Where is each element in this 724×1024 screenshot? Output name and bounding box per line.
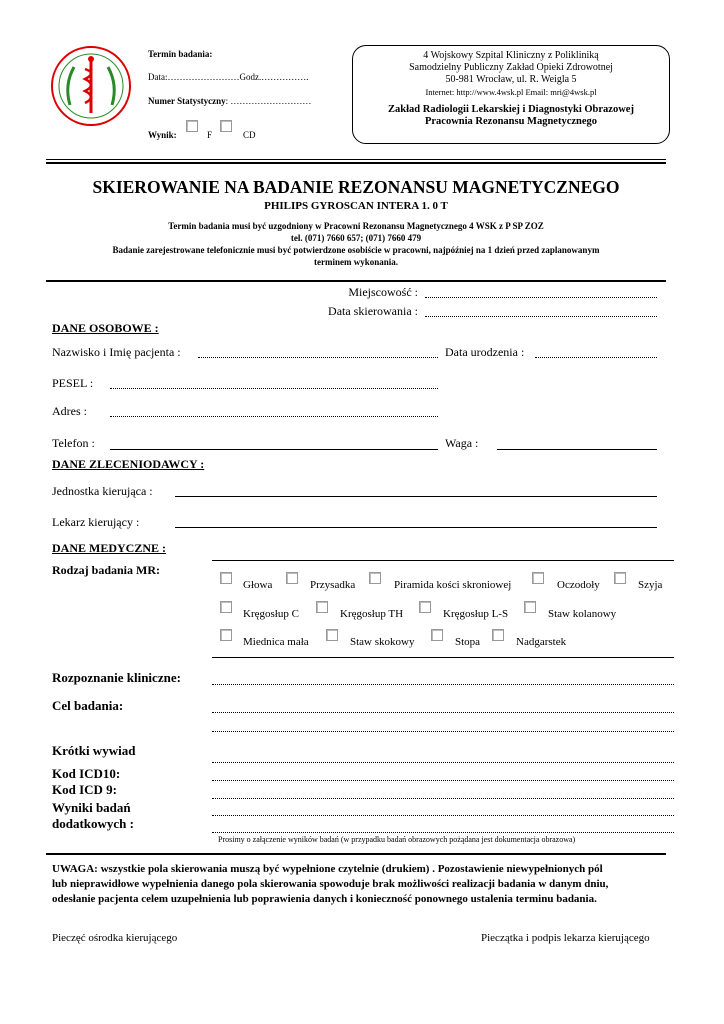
option-glowa-label: Głowa (243, 579, 273, 591)
hospital-line2: Samodzielny Publiczny Zakład Opieki Zdrowotnej (409, 62, 613, 73)
option-stopa-label: Stopa (455, 636, 481, 648)
icd9-input[interactable] (212, 798, 674, 799)
hospital-box (352, 45, 670, 144)
medical-heading: DANE MEDYCZNE : (52, 541, 166, 555)
option-kregoslup-ls-label: Kręgosłup L-S (443, 608, 509, 620)
wynik-cd-label: CD (243, 130, 256, 140)
hospital-dept1: Zakład Radiologii Lekarskiej i Diagnostyki Obrazowej (388, 104, 634, 115)
goal-input-line2[interactable] (212, 731, 674, 732)
unit-label: Jednostka kierująca : (52, 484, 153, 498)
info-line4: terminem wykonania. (314, 257, 398, 267)
hospital-logo (50, 45, 132, 127)
hospital-line3: 50-981 Wrocław, ul. R. Weigla 5 (445, 74, 577, 85)
waga-label: Waga : (445, 436, 479, 450)
data-label: Data: (148, 72, 168, 82)
device-subtitle: PHILIPS GYROSCAN INTERA 1. 0 T (264, 200, 448, 212)
numer-dots: : ……………………… (225, 96, 312, 106)
exam-type-label: Rodzaj badania MR: (52, 563, 161, 577)
doctor-label: Lekarz kierujący : (52, 515, 140, 529)
option-miednica-label: Miednica mała (243, 636, 309, 648)
diagnosis-label: Rozpoznanie kliniczne: (52, 670, 181, 685)
option-kregoslup-c-label: Kręgosłup C (243, 608, 299, 620)
option-nadgarstek-label: Nadgarstek (516, 636, 567, 648)
option-oczodoly-checkbox[interactable] (532, 572, 544, 584)
data-skierowania-label: Data skierowania : (328, 304, 418, 318)
warning-line1: UWAGA: wszystkie pola skierowania muszą być wypełnione czytelnie (drukiem) . Pozostawienie niewypełnionych pól (52, 863, 603, 875)
option-przysadka-label: Przysadka (310, 579, 356, 591)
option-staw-kolanowy-checkbox[interactable] (524, 601, 536, 613)
pesel-input[interactable] (110, 388, 438, 389)
telefon-label: Telefon : (52, 436, 95, 450)
wynik-f-label: F (207, 130, 213, 140)
option-szyja-checkbox[interactable] (614, 572, 626, 584)
godz-dots: ……………. (261, 72, 309, 82)
pesel-label: PESEL : (52, 376, 94, 390)
miejscowosc-input[interactable] (425, 297, 657, 298)
waga-input[interactable] (497, 449, 657, 450)
info-line2: tel. (071) 7660 657; (071) 7660 479 (290, 233, 422, 243)
option-szyja-label: Szyja (638, 579, 663, 591)
warning-line3: odesłanie pacjenta celem uzupełnienia lub poprawienia danych i konieczność ponownego ustalenia terminu badania. (52, 893, 597, 905)
divider (46, 162, 666, 164)
wynik-label: Wynik: (148, 130, 177, 140)
goal-input-line1[interactable] (212, 712, 674, 713)
option-staw-skokowy-checkbox[interactable] (326, 629, 338, 641)
info-line1: Termin badania musi być uzgodniony w Pracowni Rezonansu Magnetycznego 4 WSK z P SP ZOZ (168, 221, 544, 231)
icd10-label: Kod ICD10: (52, 766, 121, 781)
option-stopa-checkbox[interactable] (431, 629, 443, 641)
doctor-input[interactable] (175, 527, 657, 528)
option-piramida-checkbox[interactable] (369, 572, 381, 584)
option-przysadka-checkbox[interactable] (286, 572, 298, 584)
option-miednica-checkbox[interactable] (220, 629, 232, 641)
option-nadgarstek-checkbox[interactable] (492, 629, 504, 641)
miejscowosc-label: Miejscowość : (348, 285, 418, 299)
stamp-right-label: Pieczątka i podpis lekarza kierującego (481, 932, 650, 944)
data-dots: …………………… (167, 72, 240, 82)
option-kregoslup-ls-checkbox[interactable] (419, 601, 431, 613)
hospital-line1: 4 Wojskowy Szpital Kliniczny z Polikliniką (423, 50, 599, 61)
data-godz-field[interactable] (148, 72, 309, 82)
termin-label: Termin badania: (148, 49, 213, 59)
option-kregoslup-th-label: Kręgosłup TH (340, 608, 404, 620)
data-skierowania-input[interactable] (425, 316, 657, 317)
adres-label: Adres : (52, 404, 87, 418)
warning-line2: lub nieprawidłowe wypełnienia danego pola skierowania spowoduje brak możliwości realizacji badania w danym dniu, (52, 878, 609, 890)
divider (46, 280, 666, 282)
adres-input[interactable] (110, 416, 438, 417)
form-title: SKIEROWANIE NA BADANIE REZONANSU MAGNETYCZNEGO (92, 177, 620, 197)
diagnosis-input[interactable] (212, 684, 674, 685)
numer-statystyczny-field[interactable] (148, 96, 311, 106)
divider (212, 560, 674, 561)
divider (212, 657, 674, 658)
icd9-label: Kod ICD 9: (52, 782, 118, 797)
divider (46, 159, 666, 160)
telefon-input[interactable] (110, 449, 438, 450)
results-label (52, 800, 134, 832)
stamp-left-label: Pieczęć ośrodka kierującego (52, 932, 178, 944)
wynik-cd-checkbox[interactable] (220, 120, 232, 132)
option-piramida-label: Piramida kości skroniowej (394, 579, 512, 591)
results-input-line1[interactable] (212, 815, 674, 816)
godz-label: Godz. (239, 72, 262, 82)
results-label-line2: dodatkowych : (52, 816, 134, 831)
unit-input[interactable] (175, 496, 657, 497)
option-staw-skokowy-label: Staw skokowy (350, 636, 415, 648)
warning-block (52, 862, 672, 907)
history-label: Krótki wywiad (52, 743, 136, 758)
divider (46, 853, 666, 855)
hospital-dept2: Pracownia Rezonansu Magnetycznego (424, 116, 598, 127)
history-input[interactable] (212, 762, 674, 763)
dob-input[interactable] (535, 357, 657, 358)
option-kregoslup-th-checkbox[interactable] (316, 601, 328, 613)
patient-name-input[interactable] (198, 357, 438, 358)
dob-label: Data urodzenia : (445, 345, 525, 359)
option-glowa-checkbox[interactable] (220, 572, 232, 584)
referrer-heading: DANE ZLECENIODAWCY : (52, 457, 205, 471)
info-line3: Badanie zarejestrowane telefonicznie musi być potwierdzone osobiście w pracowni, najpóźniej na 1 dzień przed zaplanowanym (112, 245, 600, 255)
option-kregoslup-c-checkbox[interactable] (220, 601, 232, 613)
option-staw-kolanowy-label: Staw kolanowy (548, 608, 617, 620)
personal-heading: DANE OSOBOWE : (52, 321, 159, 335)
hospital-contact: Internet: http://www.4wsk.pl Email: mri@4wsk.pl (425, 87, 597, 97)
attach-note: Prosimy o załączenie wyników badań (w przypadku badań obrazowych pożądana jest dokumentacja obrazowa) (218, 835, 576, 844)
wynik-f-checkbox[interactable] (186, 120, 198, 132)
info-block (46, 220, 666, 268)
icd10-input[interactable] (212, 780, 674, 781)
goal-label: Cel badania: (52, 698, 124, 713)
results-input-line2[interactable] (212, 832, 674, 833)
numer-label: Numer Statystyczny (148, 96, 226, 106)
results-label-line1: Wyniki badań (52, 800, 131, 815)
patient-name-label: Nazwisko i Imię pacjenta : (52, 345, 181, 359)
option-oczodoly-label: Oczodoły (557, 579, 600, 591)
